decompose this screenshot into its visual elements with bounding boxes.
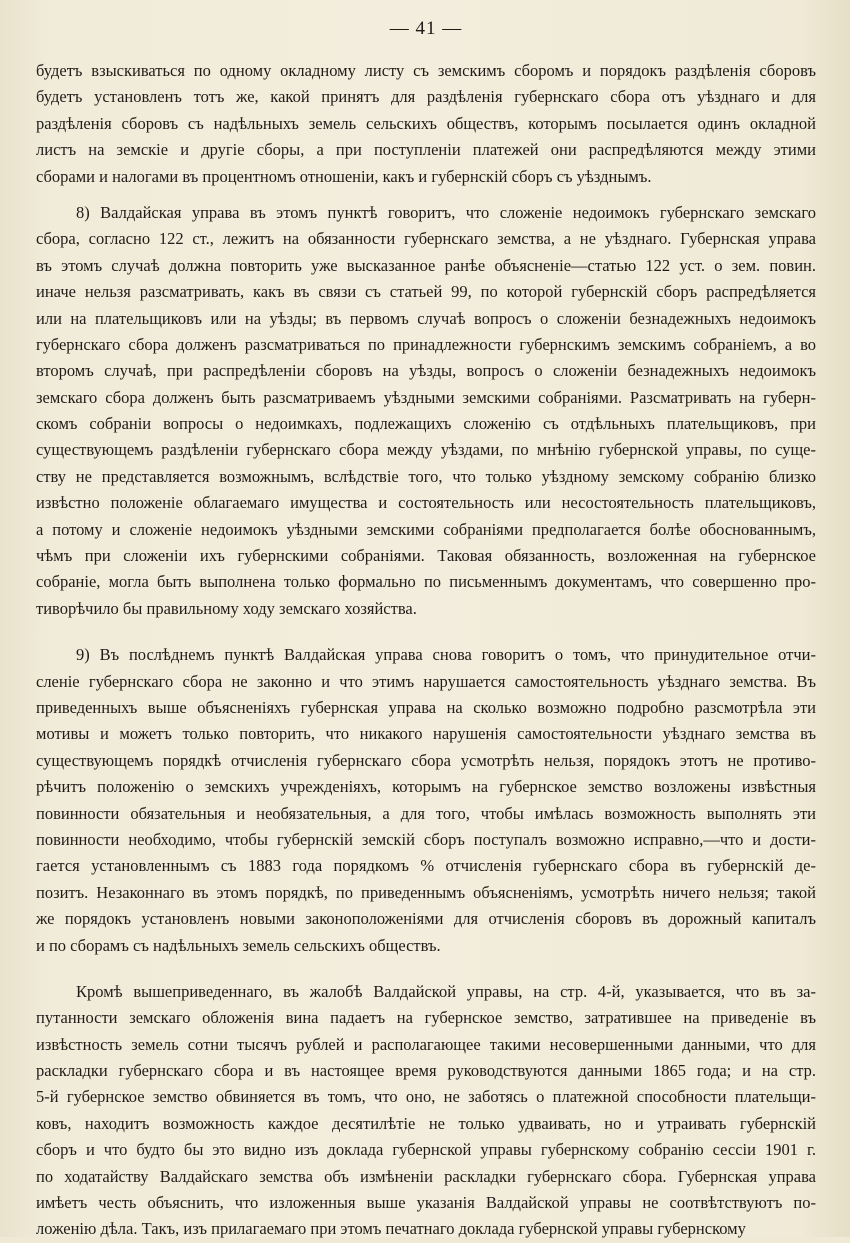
text-line: второмъ случаѣ, при распредѣленіи сборовъ на уѣзды, вопросъ о сложеніи безнадежныхъ недоимокъ xyxy=(36,361,816,381)
text-line: тиворѣчило бы правильному ходу земскаго хозяйства. xyxy=(36,598,417,618)
text-line: ству не представляется возможнымъ, вслѣдствіе того, что только уѣздному земскому собранію близко xyxy=(36,466,816,486)
text-line: гается установленнымъ съ 1883 года порядкомъ % отчисленія губернскаго сбора въ губернскій де- xyxy=(36,856,816,876)
text-line: рѣчитъ положенію о земскихъ учрежденіяхъ, которымъ на губернское земство возложены извѣстныя xyxy=(36,777,816,797)
text-line: чѣмъ при сложеніи ихъ губернскими собраніями. Таковая обязанность, возложенная на губернское xyxy=(36,546,816,566)
text-line: земскаго сбора долженъ быть разсматриваемъ уѣздными земскими собраніями. Разсматривать на губерн- xyxy=(36,387,816,407)
text-line: 9) Въ послѣднемъ пунктѣ Валдайская управа снова говоритъ о томъ, что принудительное отчи- xyxy=(76,645,816,665)
text-line: скомъ собраніи вопросы о недоимкахъ, подлежащихъ сложенію съ отдѣльныхъ плательщиковъ, при xyxy=(36,414,816,434)
text-line: сленіе губернскаго сбора не законно и что этимъ нарушается самостоятельность уѣзднаго земства. Въ xyxy=(36,671,816,691)
text-line: въ этомъ случаѣ должна повторить уже высказанное ранѣе объясненіе—статью 122 уст. о зем. повин. xyxy=(36,255,816,275)
text-line: ложенію дѣла. Такъ, изъ прилагаемаго при этомъ печатнаго доклада губернской управы губернскому xyxy=(36,1219,746,1239)
text-line: повинности обязательныя и необязательныя, а для того, чтобы имѣлась возможность выполнять эти xyxy=(36,803,816,823)
text-line: сбора, согласно 122 ст., лежитъ на обязанности губернскаго земства, а не уѣзднаго. Губернская управа xyxy=(36,229,816,249)
text-line: губернскаго сбора долженъ разсматриваться по принадлежности губернскимъ земскимъ собраніемъ, а во xyxy=(36,334,816,354)
text-line: а потому и сложеніе недоимокъ уѣздными земскими собраніями предполагается болѣе обоснованнымъ, xyxy=(36,519,816,539)
text-line: будетъ взыскиваться по одному окладному листу съ земскимъ сборомъ и порядокъ раздѣленія сборовъ xyxy=(36,61,816,80)
text-line: имѣетъ честь объяснить, что изложенныя выше указанія Валдайской управы не соотвѣтствуютъ по- xyxy=(36,1193,816,1213)
paragraph-item-9 xyxy=(36,642,816,959)
text-line: собраніе, могла быть выполнена только формально по письменнымъ документамъ, что совершенно про- xyxy=(36,572,816,592)
paragraph-item-8 xyxy=(36,200,816,622)
text-line: ковъ, находитъ возможность каждое десятилѣтіе не только удваивать, но и утраивать губернскій xyxy=(36,1113,816,1133)
text-line: будетъ установленъ тотъ же, какой принятъ для раздѣленія губернскаго сбора отъ уѣзднаго и для xyxy=(36,87,816,107)
text-line: и по сборамъ съ надѣльныхъ земель сельскихъ обществъ. xyxy=(36,935,441,955)
paragraph-complaint xyxy=(36,979,816,1243)
text-line: извѣстность земель сотни тысячъ рублей и располагающее такими несовершенными данными, что для xyxy=(36,1034,816,1054)
text-line: существующемъ раздѣленіи губернскаго сбора между уѣздами, по мнѣнію губернской управы, по суще- xyxy=(36,440,816,460)
text-line: позитъ. Незаконнаго въ этомъ порядкѣ, по приведеннымъ объясненіямъ, усмотрѣть ничего нельзя; такой xyxy=(36,882,816,902)
text-line: по ходатайству Валдайскаго земства объ измѣненіи раскладки губернскаго сбора. Губернская управа xyxy=(36,1166,816,1186)
text-line: же порядокъ установленъ новыми законоположеніями для отчисленія сборовъ въ дорожный капиталъ xyxy=(36,909,816,929)
text-line: путанности земскаго обложенія вина падаетъ на губернское земство, затратившее на приведеніе въ xyxy=(36,1008,816,1028)
text-line: повинности необходимо, чтобы губернскій земскій сборъ поступалъ возможно исправно,—что и дости- xyxy=(36,829,816,849)
text-line: существующемъ порядкѣ отчисленія губернскаго сбора усмотрѣть нельзя, порядокъ этотъ не противо- xyxy=(36,750,816,770)
text-line: иначе нельзя разсматривать, какъ въ связи съ статьей 99, по которой губернскій сборъ распредѣляется xyxy=(36,282,816,302)
paragraph-continuation xyxy=(36,58,816,190)
text-line: 5-й губернское земство обвиняется въ томъ, что оно, не заботясь о платежной способности плательщи- xyxy=(36,1087,816,1107)
text-line: раздѣленія сборовъ съ надѣльныхъ земель сельскихъ обществъ, которымъ посылается одинъ окладной xyxy=(36,113,816,133)
text-line: листъ на земскіе и другіе сборы, а при поступленіи платежей они распредѣляются между этими xyxy=(36,140,816,160)
text-line: сборами и налогами въ процентномъ отношеніи, какъ и губернскій сборъ съ уѣзднымъ. xyxy=(36,166,652,186)
text-line: сборъ и что будто бы это видно изъ доклада губернской управы губернскому собранію сессіи 1901 г. xyxy=(36,1140,816,1160)
text-line: приведенныхъ выше объясненіяхъ губернская управа на сколько возможно подробно разсмотрѣла эти xyxy=(36,697,816,717)
page-number: — 41 — xyxy=(389,18,463,39)
text-line: мотивы и можетъ только повторить, что никакого нарушенія самостоятельности уѣзднаго земства въ xyxy=(36,724,816,744)
text-line: извѣстно положеніе облагаемаго имущества и состоятельность или несостоятельность плательщиковъ, xyxy=(36,493,816,513)
text-line: или на плательщиковъ или на уѣзды; въ первомъ случаѣ вопросъ о сложеніи безнадежныхъ недоимокъ xyxy=(36,308,816,328)
text-line: Кромѣ вышеприведеннаго, въ жалобѣ Валдайской управы, на стр. 4-й, указывается, что въ за- xyxy=(76,981,816,1001)
text-line: 8) Валдайская управа въ этомъ пунктѣ говоритъ, что сложеніе недоимокъ губернскаго земскаго xyxy=(76,202,816,222)
text-line: раскладки губернскаго сбора и въ настоящее время руководствуются данными 1865 года; и на стр. xyxy=(36,1061,816,1081)
